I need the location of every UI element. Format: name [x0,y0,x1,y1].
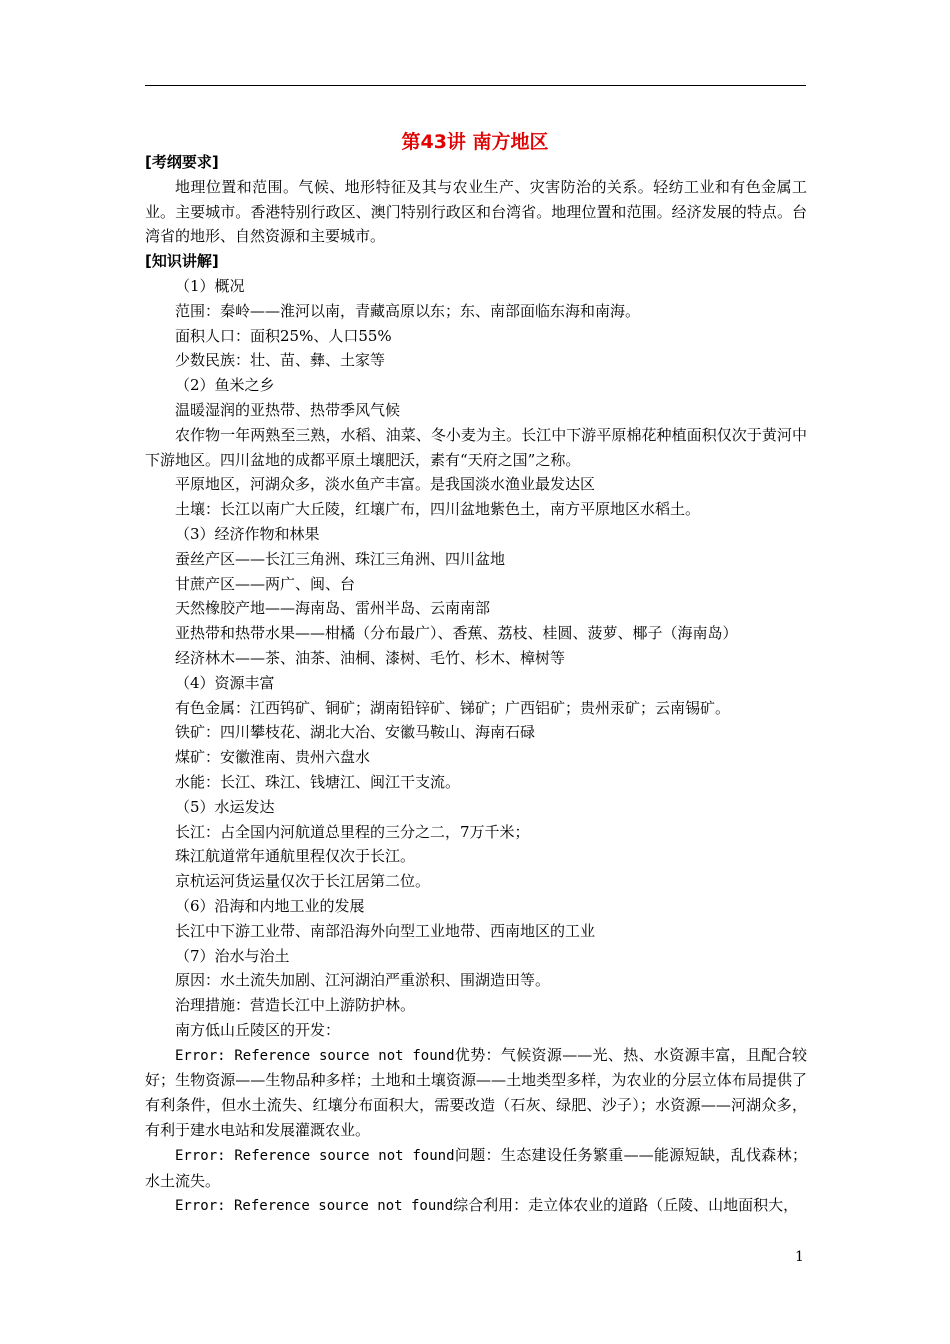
intro-paragraph: 地理位置和范围。气候、地形特征及其与农业生产、灾害防治的关系。轻纺工业和有色金属工业。主要城市。香港特别行政区、澳门特别行政区和台湾省。地理位置和范围。经济发展的特点。台湾省的地形、自然资源和主要城市。 [145,177,807,246]
subheading: （1）概况 [175,276,245,295]
text-line: 范围：秦岭——淮河以南，青藏高原以东；东、南部面临东海和南海。 [175,301,641,320]
text-line: 天然橡胶产地——海南岛、雷州半岛、云南南部 [175,599,491,618]
text-line: 温暖湿润的亚热带、热带季风气候 [175,400,401,419]
text-line: 面积人口：面积25%、人口55% [175,326,392,345]
text-line: 原因：水土流失加剧、江河湖泊严重淤积、围湖造田等。 [175,971,551,990]
text-line: 少数民族：壮、苗、彝、土家等 [175,351,386,370]
paragraph-text: 问题：生态建设任务繁重——能源短缺，乱伐森林；水土流失。 [145,1145,807,1190]
page-number: 1 [795,1249,804,1265]
subheading: （2）鱼米之乡 [175,376,275,395]
subheading: （6）沿海和内地工业的发展 [175,896,365,915]
text-line: 长江中下游工业带、南部沿海外向型工业地带、西南地区的工业 [175,921,596,940]
text-line: 铁矿：四川攀枝花、湖北大冶、安徽马鞍山、海南石碌 [175,723,536,742]
section-heading-zhishi: [知识讲解] [145,252,219,271]
text-line: 南方低山丘陵区的开发： [175,1020,341,1039]
error-paragraph [145,1193,807,1219]
text-line: 煤矿：安徽淮南、贵州六盘水 [175,748,371,767]
text-line: 蚕丝产区——长江三角洲、珠江三角洲、四川盆地 [175,549,506,568]
reference-error: Error: Reference source not found [175,1147,455,1164]
header-rule [145,85,806,86]
section-heading-kaogang: [考纲要求] [145,153,219,171]
text-line: 亚热带和热带水果——柑橘（分布最广）、香蕉、荔枝、桂圆、菠萝、椰子（海南岛） [175,624,738,643]
text-line: 京杭运河货运量仅次于长江居第二位。 [175,872,431,891]
text-line: 经济林木——茶、油茶、油桐、漆树、毛竹、杉木、樟树等 [175,648,566,667]
subheading: （7）治水与治土 [175,946,290,965]
text-line: 治理措施：营造长江中上游防护林。 [175,996,416,1015]
text-paragraph: 农作物一年两熟至三熟，水稻、油菜、冬小麦为主。长江中下游平原棉花种植面积仅次于黄河中下游地区。四川盆地的成都平原土壤肥沃，素有“天府之国”之称。 [145,425,807,469]
paragraph-text: 优势：气候资源——光、热、水资源丰富，且配合较好；生物资源——生物品种多样；土地和土壤资源——土地类型多样，为农业的分层立体布局提供了有利条件，但水土流失、红壤分布面积大，需要改造（石灰、绿肥、沙子）；水资源——河湖众多，有利于建水电站和发展灌溉农业。 [145,1045,807,1140]
text-line: 土壤：长江以南广大丘陵，红壤广布，四川盆地紫色土，南方平原地区水稻土。 [175,500,701,519]
page-title: 第43讲 南方地区 [401,131,549,153]
text-line: 甘蔗产区——两广、闽、台 [175,574,356,593]
text-line: 平原地区，河湖众多，淡水鱼产丰富。是我国淡水渔业最发达区 [175,475,596,494]
reference-error: Error: Reference source not found [175,1198,454,1215]
text-line: 水能：长江、珠江、钱塘江、闽江干支流。 [175,772,461,791]
text-line: 珠江航道常年通航里程仅次于长江。 [175,847,416,866]
reference-error: Error: Reference source not found [175,1047,455,1064]
subheading: （3）经济作物和林果 [175,524,320,543]
paragraph-text: 综合利用：走立体农业的道路（丘陵、山地面积大， [453,1196,799,1215]
error-paragraph [145,1043,807,1143]
error-paragraph [145,1143,807,1194]
text-line: 长江：占全国内河航道总里程的三分之二，7万千米； [175,822,530,841]
subheading: （4）资源丰富 [175,673,275,692]
subheading: （5）水运发达 [175,797,275,816]
text-line: 有色金属：江西钨矿、铜矿；湖南铅锌矿、锑矿；广西铝矿；贵州汞矿；云南锡矿。 [175,698,731,717]
document-body [145,150,807,1219]
